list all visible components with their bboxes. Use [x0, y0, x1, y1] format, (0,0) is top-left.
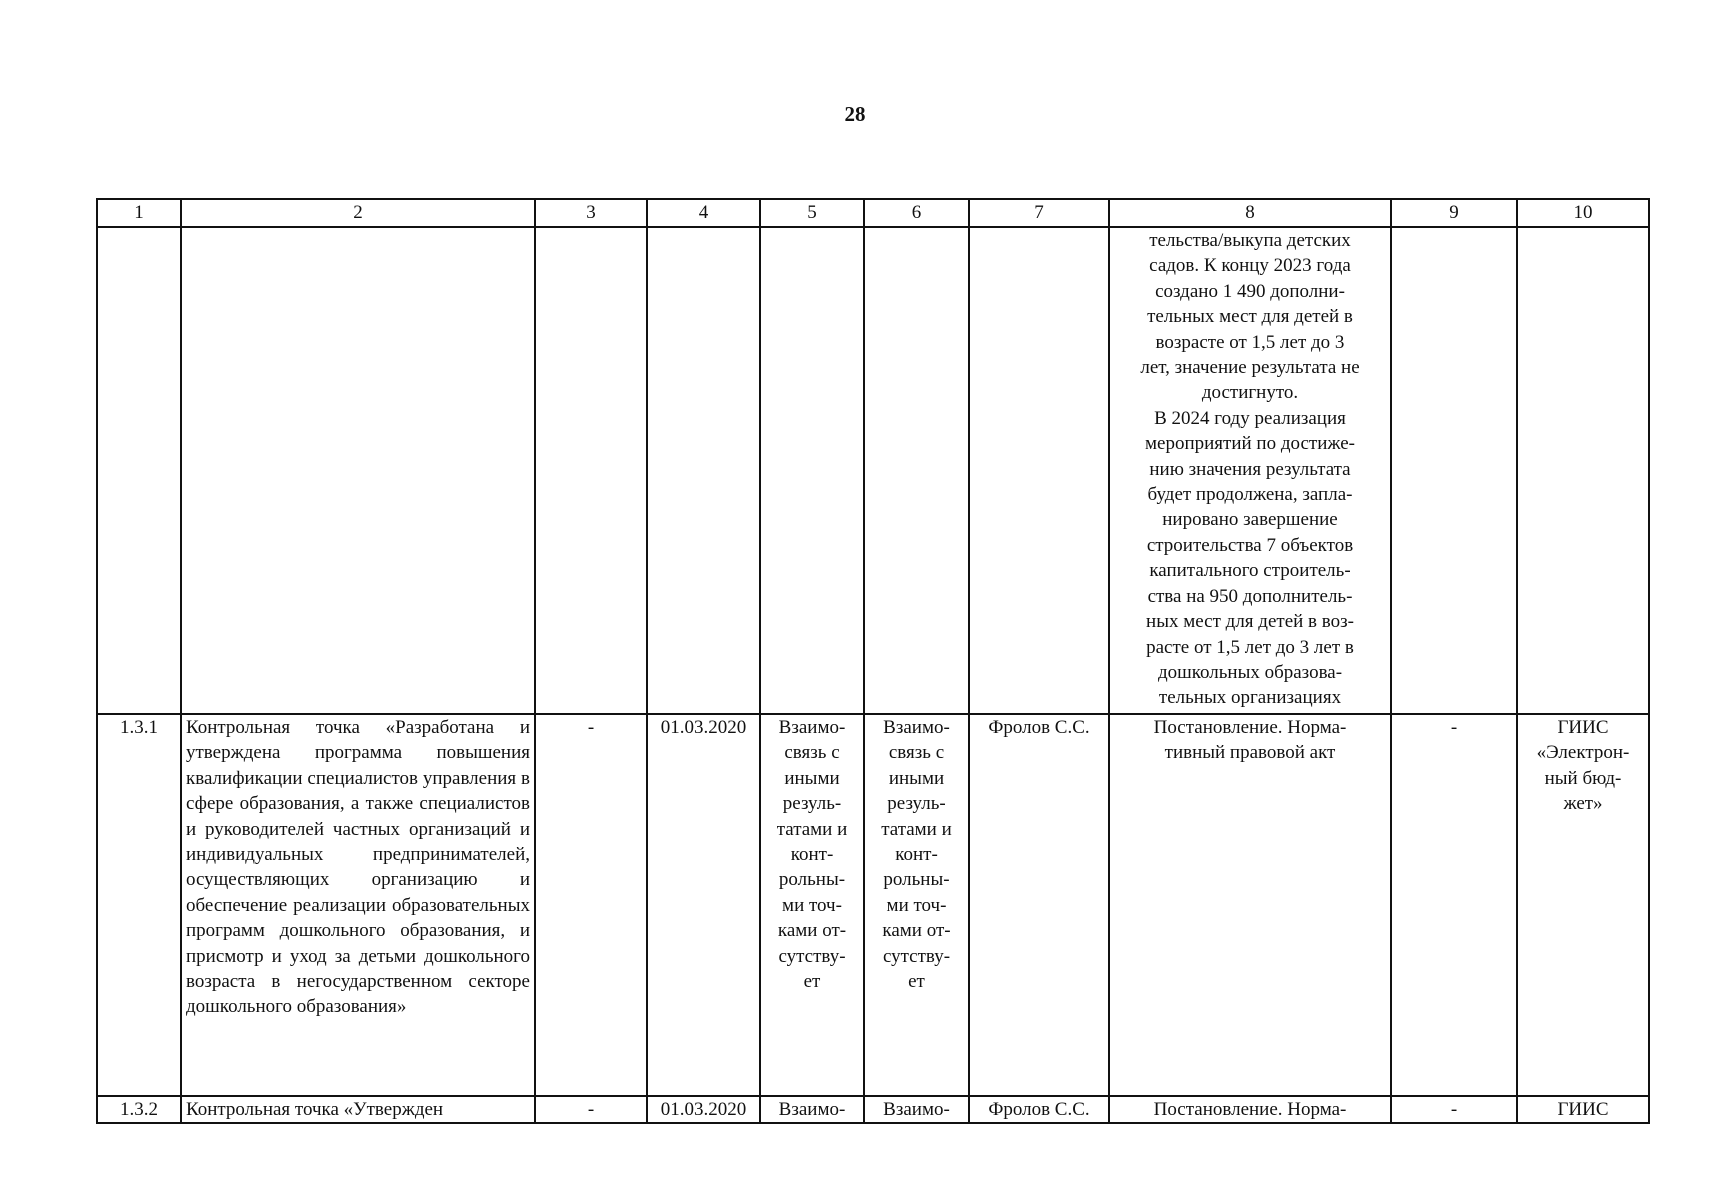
table-row — [97, 1096, 1649, 1123]
empty-cell — [969, 227, 1109, 714]
row-document: Постановление. Норма- тивный правовой акт — [1109, 714, 1391, 1096]
row-col5: Взаимо- связь с иными резуль- татами и конт- рольны- ми точ- ками от- сутству- ет — [760, 714, 864, 1096]
table-header-row — [97, 199, 1649, 227]
column-header: 4 — [647, 199, 760, 227]
row-col9: - — [1391, 1096, 1517, 1123]
table-row — [97, 714, 1649, 1096]
row-responsible: Фролов С.С. — [969, 714, 1109, 1096]
empty-cell — [97, 227, 181, 714]
row-date: 01.03.2020 — [647, 714, 760, 1096]
column-header: 6 — [864, 199, 969, 227]
page-number: 28 — [844, 102, 866, 126]
column-header: 8 — [1109, 199, 1391, 227]
row-description: Контрольная точка «Разработана и утверждена программа повышения квалификации специалистов управления в сфере образования, а также специалистов и руководителей частных организаций и индивидуальных предпринимателей, осуществляющих организацию и обеспечение реализации образовательных программ дошкольного образования, и присмотр и уход за детьми дошкольного возраста в негосударственном секторе дошкольного образования» — [181, 714, 535, 1096]
column-header: 5 — [760, 199, 864, 227]
empty-cell — [864, 227, 969, 714]
row-document: Постановление. Норма- — [1109, 1096, 1391, 1123]
row-number: 1.3.1 — [97, 714, 181, 1096]
row-description: Контрольная точка «Утвержден — [181, 1096, 535, 1123]
result-status-text: тельства/выкупа детских садов. К концу 2023 года создано 1 490 дополни- тельных мест для детей в возрасте от 1,5 лет до 3 лет, значение результата не достигнуто. В 2024 году реализация мероприятий по достиже- нию значения результата будет продолжена, запла- нировано завершение строительства 7 объектов капитального строитель- ства на 950 дополнитель- ных мест для детей в воз- расте от 1,5 лет до 3 лет в дошкольных образова- тельных организациях — [1109, 227, 1391, 714]
table-row-continued — [97, 227, 1649, 714]
row-system: ГИИС — [1517, 1096, 1649, 1123]
row-date: 01.03.2020 — [647, 1096, 760, 1123]
row-system: ГИИС «Электрон- ный бюд- жет» — [1517, 714, 1649, 1096]
measures-table — [96, 198, 1650, 1124]
empty-cell — [1517, 227, 1649, 714]
column-header: 9 — [1391, 199, 1517, 227]
empty-cell — [760, 227, 864, 714]
row-col3: - — [535, 714, 647, 1096]
row-col9: - — [1391, 714, 1517, 1096]
column-header: 7 — [969, 199, 1109, 227]
row-number: 1.3.2 — [97, 1096, 181, 1123]
empty-cell — [1391, 227, 1517, 714]
empty-cell — [535, 227, 647, 714]
column-header: 1 — [97, 199, 181, 227]
row-col6: Взаимо- — [864, 1096, 969, 1123]
row-responsible: Фролов С.С. — [969, 1096, 1109, 1123]
row-col3: - — [535, 1096, 647, 1123]
row-col5: Взаимо- — [760, 1096, 864, 1123]
empty-cell — [647, 227, 760, 714]
column-header: 3 — [535, 199, 647, 227]
column-header: 2 — [181, 199, 535, 227]
empty-cell — [181, 227, 535, 714]
row-col6: Взаимо- связь с иными резуль- татами и конт- рольны- ми точ- ками от- сутству- ет — [864, 714, 969, 1096]
column-header: 10 — [1517, 199, 1649, 227]
